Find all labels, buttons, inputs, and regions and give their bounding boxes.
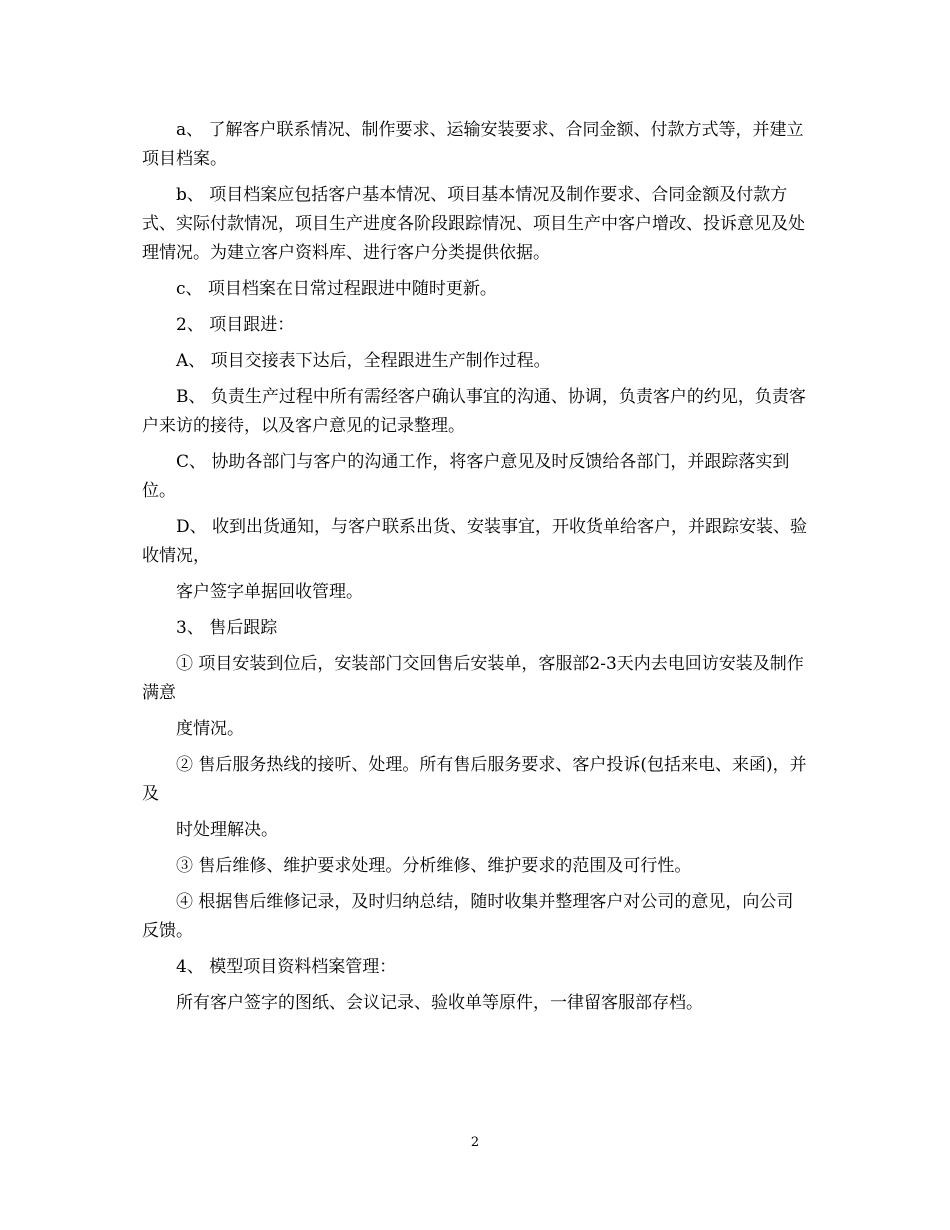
document-body	[142, 116, 810, 1025]
paragraph-A: A、 项目交接表下达后，全程跟进生产制作过程。	[176, 351, 551, 371]
paragraph-D-continuation: 客户签字单据回收管理。	[176, 582, 363, 602]
paragraph-circle-2: ② 售后服务热线的接听、处理。所有售后服务要求、客户投诉(包括来电、来函)，并及	[142, 755, 807, 804]
paragraph-circle-1: ① 项目安装到位后，安装部门交回售后安装单，客服部2-3天内去电回访安装及制作满意	[142, 654, 804, 703]
section-heading-4: 4、 模型项目资料档案管理：	[176, 957, 397, 977]
paragraph-circle-3: ③ 售后维修、维护要求处理。分析维修、维护要求的范围及可行性。	[176, 856, 692, 876]
paragraph-archive: 所有客户签字的图纸、会议记录、验收单等原件，一律留客服部存档。	[176, 993, 703, 1013]
paragraph-B: B、 负责生产过程中所有需经客户确认事宜的沟通、协调，负责客户的约见，负责客户来访的接待，以及客户意见的记录整理。	[142, 387, 806, 436]
page-number: 2	[470, 1135, 480, 1150]
section-heading-2: 2、 项目跟进：	[176, 315, 295, 335]
paragraph-circle-2-continuation: 时处理解决。	[176, 820, 278, 840]
paragraph-b: b、 项目档案应包括客户基本情况、项目基本情况及制作要求、合同金额及付款方式、实际付款情况，项目生产进度各阶段跟踪情况、项目生产中客户增改、投诉意见及处理情况。为建立客户资料库、进行客户分类提供依据。	[142, 185, 805, 263]
paragraph-a: a、 了解客户联系情况、制作要求、运输安装要求、合同金额、付款方式等，并建立项目档案。	[142, 120, 804, 169]
paragraph-D: D、 收到出货通知，与客户联系出货、安装事宜，开收货单给客户，并跟踪安装、验收情况，	[142, 517, 808, 566]
section-heading-3: 3、 售后跟踪	[176, 618, 278, 638]
paragraph-circle-4: ④ 根据售后维修记录，及时归纳总结，随时收集并整理客户对公司的意见，向公司反馈。	[142, 892, 794, 941]
paragraph-C: C、 协助各部门与客户的沟通工作，将客户意见及时反馈给各部门，并跟踪落实到位。	[142, 452, 790, 501]
paragraph-circle-1-continuation: 度情况。	[176, 719, 244, 739]
paragraph-c: c、 项目档案在日常过程跟进中随时更新。	[176, 279, 497, 299]
